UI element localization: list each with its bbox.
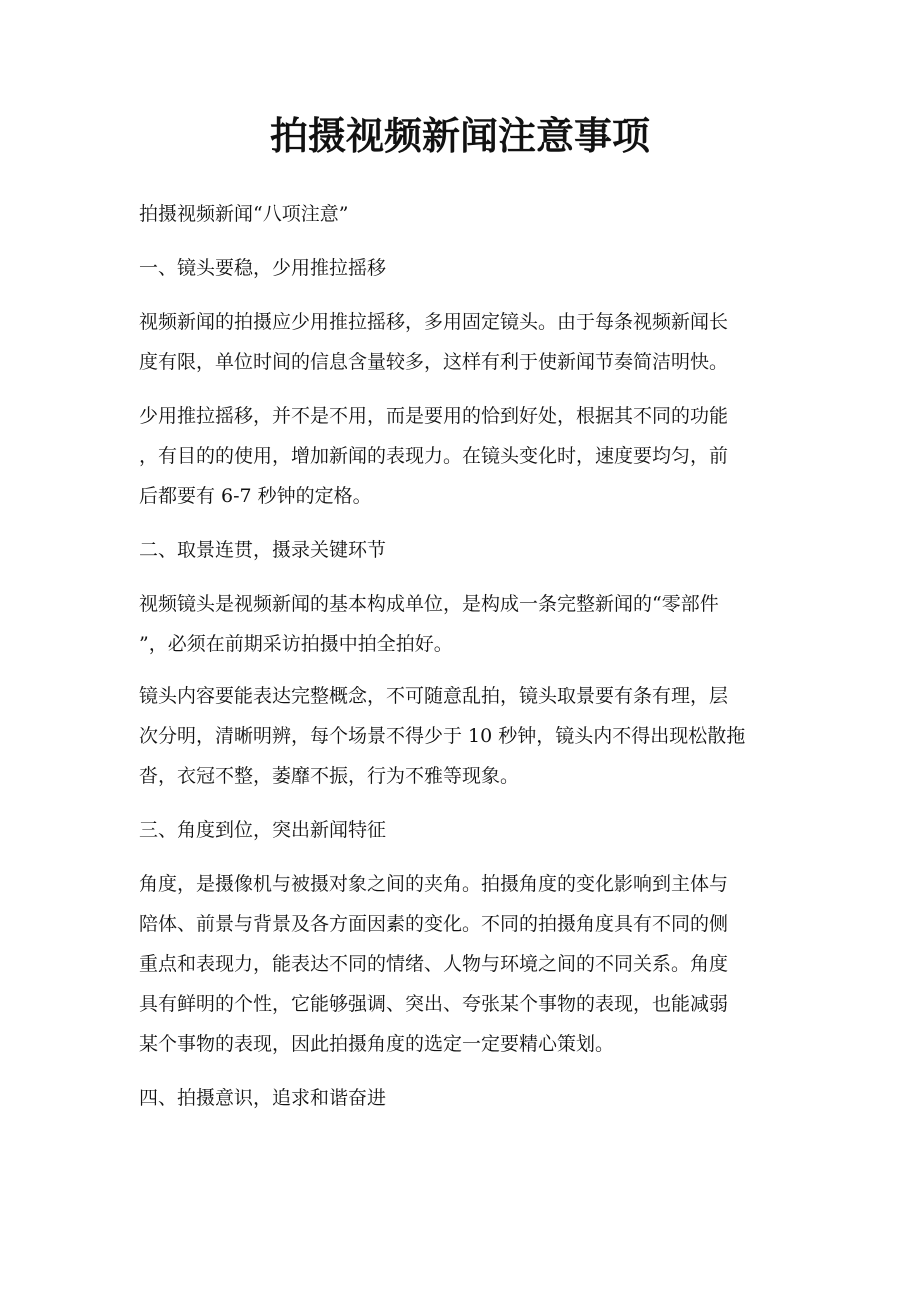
paragraph-3a <box>139 864 789 1064</box>
paragraph-2a <box>139 584 789 664</box>
paragraph-intro <box>139 194 789 234</box>
text-line: ，有目的的使用，增加新闻的表现力。在镜头变化时，速度要均匀，前 <box>139 445 729 467</box>
heading-section-3 <box>139 810 789 850</box>
paragraph-1a <box>139 302 789 382</box>
document-title: 拍摄视频新闻注意事项 <box>269 113 650 158</box>
heading-section-2 <box>139 530 789 570</box>
text-line: ”，必须在前期采访拍摄中拍全拍好。 <box>139 633 453 655</box>
heading-section-4 <box>139 1078 789 1118</box>
text-line: 少用推拉摇移，并不是不用，而是要用的恰到好处，根据其不同的功能 <box>139 405 729 427</box>
text-line: 角度，是摄像机与被摄对象之间的夹角。拍摄角度的变化影响到主体与 <box>139 873 729 895</box>
text-line: 视频新闻的拍摄应少用推拉摇移，多用固定镜头。由于每条视频新闻长 <box>139 311 729 333</box>
text-line: 沓，衣冠不整，萎靡不振，行为不雅等现象。 <box>139 765 520 787</box>
paragraph-1b <box>139 396 789 516</box>
text-line: 次分明，清晰明辨，每个场景不得少于 10 秒钟，镜头内不得出现松散拖 <box>139 725 746 747</box>
text-line: 拍摄视频新闻“八项注意” <box>139 203 349 225</box>
text-line: 度有限，单位时间的信息含量较多，这样有利于使新闻节奏简洁明快。 <box>139 351 729 373</box>
text-line: 某个事物的表现，因此拍摄角度的选定一定要精心策划。 <box>139 1033 615 1055</box>
text-line: 具有鲜明的个性，它能够强调、突出、夸张某个事物的表现，也能减弱 <box>139 993 729 1015</box>
text-line: 二、取景连贯，摄录关键环节 <box>139 539 387 561</box>
text-line: 陪体、前景与背景及各方面因素的变化。不同的拍摄角度具有不同的侧 <box>139 913 729 935</box>
text-line: 后都要有 6-7 秒钟的定格。 <box>139 485 372 507</box>
text-line: 镜头内容要能表达完整概念，不可随意乱拍，镜头取景要有条有理，层 <box>139 685 729 707</box>
text-line: 视频镜头是视频新闻的基本构成单位，是构成一条完整新闻的“零部件 <box>139 593 719 615</box>
text-line: 一、镜头要稳，少用推拉摇移 <box>139 257 387 279</box>
text-line: 四、拍摄意识，追求和谐奋进 <box>139 1087 387 1109</box>
heading-section-1 <box>139 248 789 288</box>
text-line: 三、角度到位，突出新闻特征 <box>139 819 387 841</box>
text-line: 重点和表现力，能表达不同的情绪、人物与环境之间的不同关系。角度 <box>139 953 729 975</box>
paragraph-2b <box>139 676 789 796</box>
